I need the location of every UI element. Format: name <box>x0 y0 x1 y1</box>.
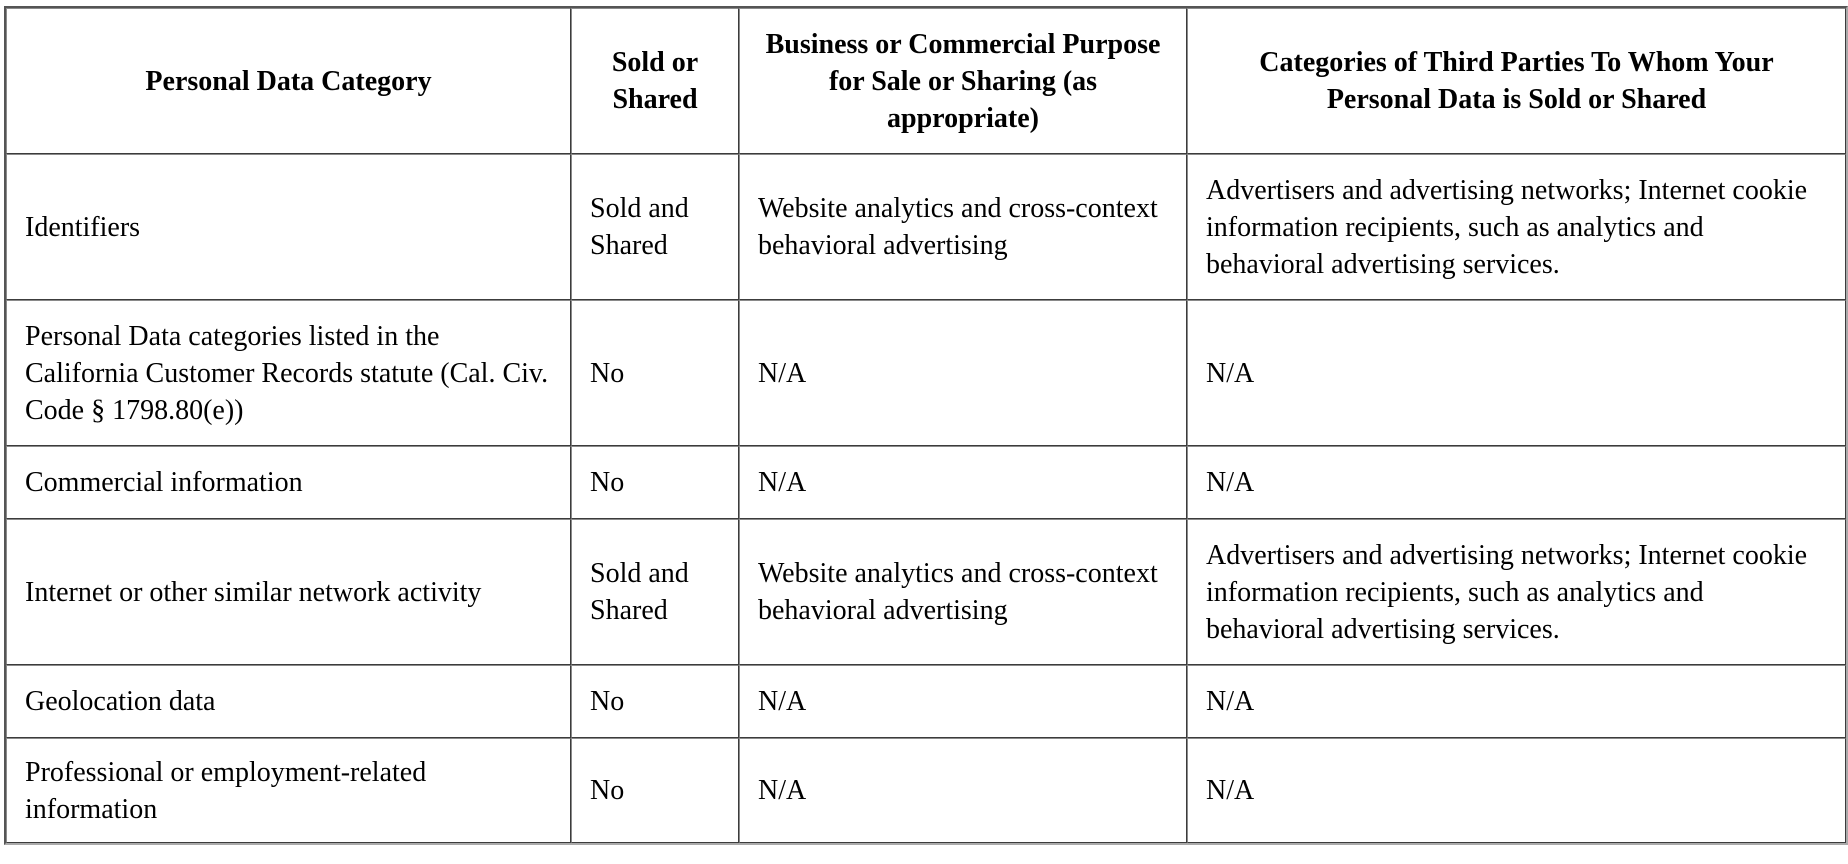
purpose-cell: Website analytics and cross-context behavioral advertising <box>739 519 1187 665</box>
table-row <box>6 738 1846 843</box>
header-personal-data-category: Personal Data Category <box>6 8 571 154</box>
table-container <box>4 6 1844 845</box>
purpose-cell: N/A <box>739 665 1187 738</box>
purpose-cell: N/A <box>739 738 1187 843</box>
category-cell: Geolocation data <box>6 665 571 738</box>
third-parties-cell: N/A <box>1187 300 1846 446</box>
sold-or-shared-cell: No <box>571 665 739 738</box>
table-row <box>6 665 1846 738</box>
category-cell: Commercial information <box>6 446 571 519</box>
category-cell: Identifiers <box>6 154 571 300</box>
table-row <box>6 300 1846 446</box>
personal-data-table <box>4 6 1848 845</box>
third-parties-cell: Advertisers and advertising networks; Internet cookie information recipients, such as analytics and behavioral advertising services. <box>1187 519 1846 665</box>
category-cell: Personal Data categories listed in the California Customer Records statute (Cal. Civ. Code § 1798.80(e)) <box>6 300 571 446</box>
third-parties-cell: N/A <box>1187 665 1846 738</box>
sold-or-shared-cell: No <box>571 446 739 519</box>
header-business-purpose: Business or Commercial Purpose for Sale or Sharing (as appropriate) <box>739 8 1187 154</box>
header-sold-or-shared: Sold or Shared <box>571 8 739 154</box>
table-row <box>6 519 1846 665</box>
third-parties-cell: N/A <box>1187 738 1846 843</box>
purpose-cell: Website analytics and cross-context behavioral advertising <box>739 154 1187 300</box>
purpose-cell: N/A <box>739 446 1187 519</box>
header-third-party-categories: Categories of Third Parties To Whom Your Personal Data is Sold or Shared <box>1187 8 1846 154</box>
sold-or-shared-cell: No <box>571 738 739 843</box>
sold-or-shared-cell: No <box>571 300 739 446</box>
table-header-row <box>6 8 1846 154</box>
table-row <box>6 446 1846 519</box>
category-cell: Professional or employment-related information <box>6 738 571 843</box>
third-parties-cell: N/A <box>1187 446 1846 519</box>
third-parties-cell: Advertisers and advertising networks; Internet cookie information recipients, such as analytics and behavioral advertising services. <box>1187 154 1846 300</box>
sold-or-shared-cell: Sold and Shared <box>571 154 739 300</box>
sold-or-shared-cell: Sold and Shared <box>571 519 739 665</box>
table-row <box>6 154 1846 300</box>
category-cell: Internet or other similar network activity <box>6 519 571 665</box>
purpose-cell: N/A <box>739 300 1187 446</box>
